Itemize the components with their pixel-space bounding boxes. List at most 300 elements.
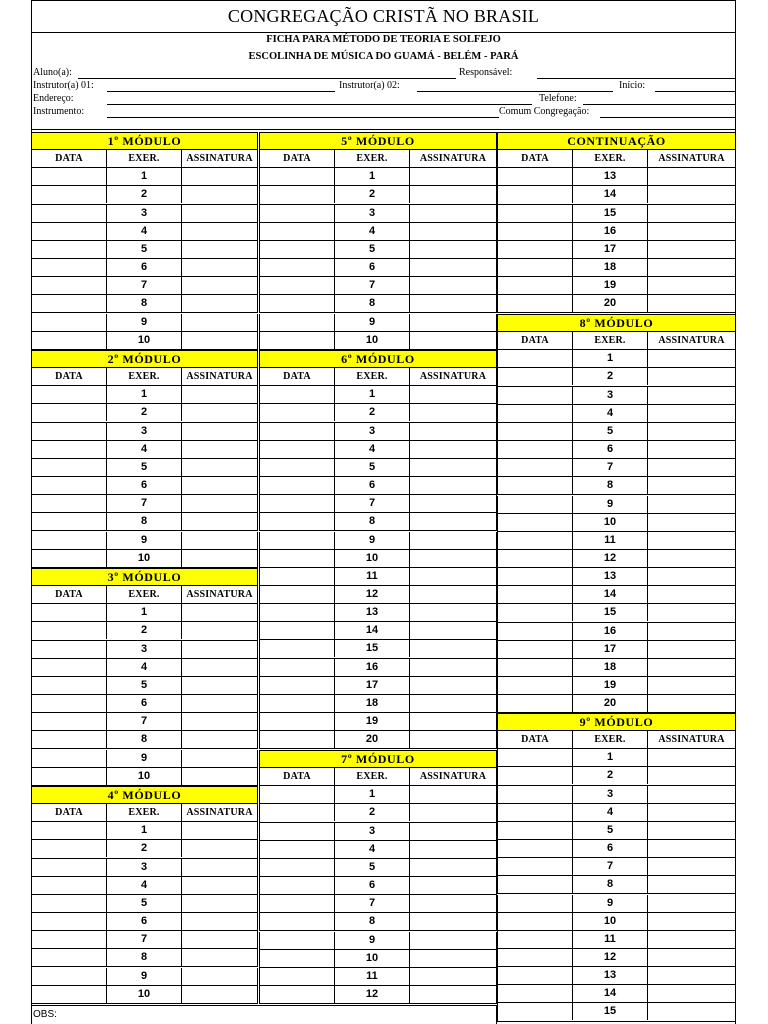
col-assinatura-header: ASSINATURA bbox=[658, 335, 725, 347]
signature-cell[interactable] bbox=[410, 932, 496, 949]
telefone-field[interactable] bbox=[583, 104, 735, 105]
endereco-field[interactable] bbox=[107, 104, 532, 105]
signature-cell[interactable] bbox=[410, 404, 496, 421]
date-cell[interactable] bbox=[260, 314, 335, 331]
date-cell[interactable] bbox=[260, 550, 335, 567]
date-cell[interactable] bbox=[32, 459, 107, 476]
exercise-number: 4 bbox=[107, 441, 182, 458]
date-cell[interactable] bbox=[260, 877, 335, 894]
signature-cell[interactable] bbox=[182, 822, 257, 839]
date-cell[interactable] bbox=[260, 640, 335, 657]
date-cell[interactable] bbox=[498, 985, 573, 1002]
signature-cell[interactable] bbox=[648, 350, 735, 367]
date-cell[interactable] bbox=[498, 586, 573, 603]
date-cell[interactable] bbox=[498, 623, 573, 640]
exercise-number: 7 bbox=[335, 277, 410, 294]
date-cell[interactable] bbox=[498, 241, 573, 258]
date-cell[interactable] bbox=[260, 568, 335, 585]
signature-cell[interactable] bbox=[648, 387, 735, 404]
signature-cell[interactable] bbox=[182, 495, 257, 512]
date-cell[interactable] bbox=[32, 277, 107, 294]
signature-cell[interactable] bbox=[648, 259, 735, 276]
signature-cell[interactable] bbox=[182, 659, 257, 676]
date-cell[interactable] bbox=[32, 641, 107, 658]
signature-cell[interactable] bbox=[182, 259, 257, 276]
date-cell[interactable] bbox=[498, 532, 573, 549]
table-row bbox=[259, 859, 497, 877]
date-cell[interactable] bbox=[260, 332, 335, 349]
signature-cell[interactable] bbox=[410, 786, 496, 803]
exercise-number: 7 bbox=[573, 459, 648, 476]
table-row bbox=[31, 332, 258, 350]
signature-cell[interactable] bbox=[648, 277, 735, 294]
signature-cell[interactable] bbox=[648, 876, 735, 893]
date-cell[interactable] bbox=[260, 259, 335, 276]
date-cell[interactable] bbox=[498, 387, 573, 404]
table-row bbox=[31, 695, 258, 713]
exercise-number: 20 bbox=[335, 731, 410, 748]
signature-cell[interactable] bbox=[182, 877, 257, 894]
signature-cell[interactable] bbox=[182, 459, 257, 476]
signature-cell[interactable] bbox=[648, 241, 735, 258]
signature-cell[interactable] bbox=[410, 314, 496, 331]
date-cell[interactable] bbox=[498, 168, 573, 185]
signature-cell[interactable] bbox=[410, 859, 496, 876]
date-cell[interactable] bbox=[260, 295, 335, 312]
table-row bbox=[497, 804, 736, 822]
signature-cell[interactable] bbox=[410, 677, 496, 694]
date-cell[interactable] bbox=[32, 332, 107, 349]
signature-cell[interactable] bbox=[182, 895, 257, 912]
signature-cell[interactable] bbox=[648, 496, 735, 513]
exercise-number: 5 bbox=[573, 822, 648, 839]
date-cell[interactable] bbox=[32, 713, 107, 730]
table-row bbox=[497, 695, 736, 713]
date-cell[interactable] bbox=[32, 731, 107, 748]
date-cell[interactable] bbox=[260, 986, 335, 1003]
date-cell[interactable] bbox=[498, 641, 573, 658]
signature-cell[interactable] bbox=[648, 550, 735, 567]
date-cell[interactable] bbox=[260, 659, 335, 676]
date-cell[interactable] bbox=[32, 859, 107, 876]
signature-cell[interactable] bbox=[410, 459, 496, 476]
date-cell[interactable] bbox=[260, 841, 335, 858]
date-cell[interactable] bbox=[32, 513, 107, 530]
signature-cell[interactable] bbox=[648, 786, 735, 803]
date-cell[interactable] bbox=[498, 604, 573, 621]
signature-cell[interactable] bbox=[410, 713, 496, 730]
exercise-number: 15 bbox=[573, 1003, 648, 1020]
signature-cell[interactable] bbox=[410, 950, 496, 967]
date-cell[interactable] bbox=[32, 295, 107, 312]
signature-cell[interactable] bbox=[410, 477, 496, 494]
signature-cell[interactable] bbox=[182, 404, 257, 421]
table-row bbox=[259, 823, 497, 841]
date-cell[interactable] bbox=[260, 532, 335, 549]
exercise-number: 7 bbox=[573, 858, 648, 875]
signature-cell[interactable] bbox=[182, 949, 257, 966]
date-cell[interactable] bbox=[32, 314, 107, 331]
signature-cell[interactable] bbox=[182, 386, 257, 403]
signature-cell[interactable] bbox=[410, 986, 496, 1003]
date-cell[interactable] bbox=[498, 295, 573, 312]
signature-cell[interactable] bbox=[648, 767, 735, 784]
date-cell[interactable] bbox=[260, 786, 335, 803]
signature-cell[interactable] bbox=[182, 986, 257, 1003]
signature-cell[interactable] bbox=[648, 441, 735, 458]
exercise-number: 14 bbox=[573, 586, 648, 603]
exercise-number: 5 bbox=[107, 895, 182, 912]
date-cell[interactable] bbox=[32, 968, 107, 985]
date-cell[interactable] bbox=[498, 786, 573, 803]
signature-cell[interactable] bbox=[410, 241, 496, 258]
date-cell[interactable] bbox=[32, 223, 107, 240]
signature-cell[interactable] bbox=[182, 913, 257, 930]
date-cell[interactable] bbox=[260, 859, 335, 876]
signature-cell[interactable] bbox=[648, 459, 735, 476]
signature-cell[interactable] bbox=[182, 186, 257, 203]
signature-cell[interactable] bbox=[410, 423, 496, 440]
signature-cell[interactable] bbox=[648, 641, 735, 658]
signature-cell[interactable] bbox=[182, 641, 257, 658]
signature-cell[interactable] bbox=[410, 168, 496, 185]
signature-cell[interactable] bbox=[182, 695, 257, 712]
responsavel-label: Responsável: bbox=[459, 67, 513, 78]
date-cell[interactable] bbox=[260, 441, 335, 458]
date-cell[interactable] bbox=[498, 1003, 573, 1020]
signature-cell[interactable] bbox=[648, 223, 735, 240]
exercise-number: 8 bbox=[573, 876, 648, 893]
signature-cell[interactable] bbox=[410, 968, 496, 985]
signature-cell[interactable] bbox=[182, 513, 257, 530]
signature-cell[interactable] bbox=[182, 332, 257, 349]
signature-cell[interactable] bbox=[182, 713, 257, 730]
signature-cell[interactable] bbox=[410, 386, 496, 403]
date-cell[interactable] bbox=[32, 949, 107, 966]
signature-cell[interactable] bbox=[182, 205, 257, 222]
table-row bbox=[259, 932, 497, 950]
signature-cell[interactable] bbox=[648, 749, 735, 766]
date-cell[interactable] bbox=[32, 550, 107, 567]
signature-cell[interactable] bbox=[648, 604, 735, 621]
date-cell[interactable] bbox=[260, 386, 335, 403]
date-cell[interactable] bbox=[498, 822, 573, 839]
signature-cell[interactable] bbox=[410, 804, 496, 821]
date-cell[interactable] bbox=[498, 858, 573, 875]
signature-cell[interactable] bbox=[182, 622, 257, 639]
exercise-number: 6 bbox=[107, 695, 182, 712]
obs-field[interactable] bbox=[31, 1005, 497, 1024]
signature-cell[interactable] bbox=[410, 532, 496, 549]
signature-cell[interactable] bbox=[182, 604, 257, 621]
date-cell[interactable] bbox=[498, 423, 573, 440]
date-cell[interactable] bbox=[32, 532, 107, 549]
exercise-number: 6 bbox=[107, 477, 182, 494]
signature-cell[interactable] bbox=[648, 840, 735, 857]
date-cell[interactable] bbox=[498, 967, 573, 984]
signature-cell[interactable] bbox=[410, 495, 496, 512]
date-cell[interactable] bbox=[260, 513, 335, 530]
responsavel-field[interactable] bbox=[537, 78, 735, 79]
signature-cell[interactable] bbox=[182, 532, 257, 549]
signature-cell[interactable] bbox=[182, 968, 257, 985]
date-cell[interactable] bbox=[498, 459, 573, 476]
date-cell[interactable] bbox=[260, 477, 335, 494]
signature-cell[interactable] bbox=[648, 514, 735, 531]
date-cell[interactable] bbox=[32, 604, 107, 621]
signature-cell[interactable] bbox=[648, 913, 735, 930]
signature-cell[interactable] bbox=[182, 168, 257, 185]
date-cell[interactable] bbox=[498, 913, 573, 930]
signature-cell[interactable] bbox=[410, 332, 496, 349]
signature-cell[interactable] bbox=[648, 586, 735, 603]
signature-cell[interactable] bbox=[410, 441, 496, 458]
signature-cell[interactable] bbox=[410, 913, 496, 930]
date-cell[interactable] bbox=[260, 495, 335, 512]
signature-cell[interactable] bbox=[648, 295, 735, 312]
date-cell[interactable] bbox=[498, 441, 573, 458]
date-cell[interactable] bbox=[498, 477, 573, 494]
instrumento-field[interactable] bbox=[107, 117, 499, 118]
date-cell[interactable] bbox=[498, 277, 573, 294]
signature-cell[interactable] bbox=[648, 931, 735, 948]
aluno-field[interactable] bbox=[78, 78, 456, 79]
signature-cell[interactable] bbox=[410, 731, 496, 748]
signature-cell[interactable] bbox=[648, 532, 735, 549]
signature-cell[interactable] bbox=[410, 223, 496, 240]
signature-cell[interactable] bbox=[182, 768, 257, 785]
signature-cell[interactable] bbox=[410, 823, 496, 840]
date-cell[interactable] bbox=[498, 496, 573, 513]
table-row bbox=[31, 532, 258, 550]
signature-cell[interactable] bbox=[410, 841, 496, 858]
col-exer-header: EXER. bbox=[573, 150, 648, 167]
signature-cell[interactable] bbox=[410, 659, 496, 676]
date-cell[interactable] bbox=[498, 840, 573, 857]
date-cell[interactable] bbox=[32, 259, 107, 276]
signature-cell[interactable] bbox=[410, 877, 496, 894]
date-cell[interactable] bbox=[32, 423, 107, 440]
date-cell[interactable] bbox=[32, 477, 107, 494]
signature-cell[interactable] bbox=[648, 895, 735, 912]
date-cell[interactable] bbox=[498, 931, 573, 948]
signature-cell[interactable] bbox=[182, 223, 257, 240]
signature-cell[interactable] bbox=[410, 186, 496, 203]
date-cell[interactable] bbox=[498, 767, 573, 784]
signature-cell[interactable] bbox=[410, 295, 496, 312]
date-cell[interactable] bbox=[498, 568, 573, 585]
signature-cell[interactable] bbox=[648, 967, 735, 984]
signature-cell[interactable] bbox=[182, 295, 257, 312]
date-cell[interactable] bbox=[498, 949, 573, 966]
signature-cell[interactable] bbox=[182, 477, 257, 494]
date-cell[interactable] bbox=[260, 731, 335, 748]
date-cell[interactable] bbox=[260, 913, 335, 930]
date-cell[interactable] bbox=[32, 441, 107, 458]
signature-cell[interactable] bbox=[182, 840, 257, 857]
signature-cell[interactable] bbox=[648, 1003, 735, 1020]
signature-cell[interactable] bbox=[182, 859, 257, 876]
exercise-number: 5 bbox=[107, 241, 182, 258]
exercise-number: 14 bbox=[335, 622, 410, 639]
signature-cell[interactable] bbox=[182, 931, 257, 948]
exercise-number: 2 bbox=[573, 767, 648, 784]
signature-cell[interactable] bbox=[410, 205, 496, 222]
signature-cell[interactable] bbox=[410, 640, 496, 657]
date-cell[interactable] bbox=[32, 840, 107, 857]
date-cell[interactable] bbox=[260, 823, 335, 840]
date-cell[interactable] bbox=[32, 895, 107, 912]
col-exer-header: EXER. bbox=[335, 368, 410, 385]
signature-cell[interactable] bbox=[648, 695, 735, 712]
date-cell[interactable] bbox=[32, 877, 107, 894]
date-cell[interactable] bbox=[32, 241, 107, 258]
signature-cell[interactable] bbox=[648, 985, 735, 1002]
signature-cell[interactable] bbox=[182, 677, 257, 694]
date-cell[interactable] bbox=[260, 968, 335, 985]
instrutor1-field[interactable] bbox=[107, 91, 335, 92]
signature-cell[interactable] bbox=[182, 277, 257, 294]
date-cell[interactable] bbox=[32, 750, 107, 767]
date-cell[interactable] bbox=[498, 259, 573, 276]
signature-cell[interactable] bbox=[182, 314, 257, 331]
date-cell[interactable] bbox=[260, 677, 335, 694]
exercise-number: 16 bbox=[573, 223, 648, 240]
date-cell[interactable] bbox=[260, 241, 335, 258]
date-cell[interactable] bbox=[260, 223, 335, 240]
date-cell[interactable] bbox=[32, 822, 107, 839]
signature-cell[interactable] bbox=[182, 731, 257, 748]
date-cell[interactable] bbox=[260, 459, 335, 476]
date-cell[interactable] bbox=[32, 404, 107, 421]
signature-cell[interactable] bbox=[648, 677, 735, 694]
signature-cell[interactable] bbox=[648, 804, 735, 821]
date-cell[interactable] bbox=[260, 423, 335, 440]
date-cell[interactable] bbox=[260, 586, 335, 603]
comum-field[interactable] bbox=[600, 117, 735, 118]
signature-cell[interactable] bbox=[182, 750, 257, 767]
signature-cell[interactable] bbox=[648, 858, 735, 875]
signature-cell[interactable] bbox=[648, 423, 735, 440]
date-cell[interactable] bbox=[260, 695, 335, 712]
table-row bbox=[31, 423, 258, 441]
signature-cell[interactable] bbox=[648, 623, 735, 640]
date-cell[interactable] bbox=[32, 913, 107, 930]
signature-cell[interactable] bbox=[648, 477, 735, 494]
date-cell[interactable] bbox=[32, 168, 107, 185]
exercise-number: 10 bbox=[335, 550, 410, 567]
date-cell[interactable] bbox=[260, 186, 335, 203]
date-cell[interactable] bbox=[260, 277, 335, 294]
exercise-number: 12 bbox=[573, 550, 648, 567]
signature-cell[interactable] bbox=[410, 895, 496, 912]
date-cell[interactable] bbox=[32, 677, 107, 694]
signature-cell[interactable] bbox=[648, 659, 735, 676]
signature-cell[interactable] bbox=[648, 186, 735, 203]
date-cell[interactable] bbox=[260, 895, 335, 912]
date-cell[interactable] bbox=[498, 677, 573, 694]
exercise-number: 17 bbox=[573, 241, 648, 258]
date-cell[interactable] bbox=[498, 550, 573, 567]
date-cell[interactable] bbox=[498, 749, 573, 766]
date-cell[interactable] bbox=[260, 604, 335, 621]
signature-cell[interactable] bbox=[648, 405, 735, 422]
signature-cell[interactable] bbox=[410, 604, 496, 621]
signature-cell[interactable] bbox=[410, 695, 496, 712]
instrutor2-field[interactable] bbox=[417, 91, 613, 92]
date-cell[interactable] bbox=[498, 205, 573, 222]
signature-cell[interactable] bbox=[410, 586, 496, 603]
date-cell[interactable] bbox=[260, 168, 335, 185]
signature-cell[interactable] bbox=[182, 441, 257, 458]
date-cell[interactable] bbox=[32, 205, 107, 222]
date-cell[interactable] bbox=[32, 931, 107, 948]
signature-cell[interactable] bbox=[410, 277, 496, 294]
signature-cell[interactable] bbox=[648, 949, 735, 966]
col-assinatura-header: ASSINATURA bbox=[658, 734, 725, 746]
date-cell[interactable] bbox=[260, 804, 335, 821]
date-cell[interactable] bbox=[498, 876, 573, 893]
date-cell[interactable] bbox=[32, 986, 107, 1003]
date-cell[interactable] bbox=[498, 695, 573, 712]
signature-cell[interactable] bbox=[648, 368, 735, 385]
signature-cell[interactable] bbox=[410, 513, 496, 530]
date-cell[interactable] bbox=[260, 622, 335, 639]
exercise-number: 18 bbox=[573, 259, 648, 276]
date-cell[interactable] bbox=[498, 368, 573, 385]
date-cell[interactable] bbox=[32, 186, 107, 203]
date-cell[interactable] bbox=[498, 804, 573, 821]
date-cell[interactable] bbox=[32, 622, 107, 639]
date-cell[interactable] bbox=[498, 895, 573, 912]
signature-cell[interactable] bbox=[410, 259, 496, 276]
signature-cell[interactable] bbox=[410, 568, 496, 585]
column-header-row bbox=[497, 150, 736, 168]
signature-cell[interactable] bbox=[410, 550, 496, 567]
date-cell[interactable] bbox=[498, 223, 573, 240]
date-cell[interactable] bbox=[498, 514, 573, 531]
telefone-label: Telefone: bbox=[539, 93, 577, 104]
date-cell[interactable] bbox=[32, 386, 107, 403]
signature-cell[interactable] bbox=[410, 622, 496, 639]
date-cell[interactable] bbox=[498, 186, 573, 203]
date-cell[interactable] bbox=[32, 495, 107, 512]
date-cell[interactable] bbox=[260, 950, 335, 967]
signature-cell[interactable] bbox=[648, 568, 735, 585]
date-cell[interactable] bbox=[498, 350, 573, 367]
exercise-number: 3 bbox=[107, 205, 182, 222]
date-cell[interactable] bbox=[498, 405, 573, 422]
inicio-field[interactable] bbox=[655, 91, 735, 92]
exercise-number: 7 bbox=[335, 895, 410, 912]
date-cell[interactable] bbox=[32, 659, 107, 676]
signature-cell[interactable] bbox=[648, 168, 735, 185]
signature-cell[interactable] bbox=[182, 423, 257, 440]
table-row bbox=[259, 950, 497, 968]
date-cell[interactable] bbox=[260, 713, 335, 730]
signature-cell[interactable] bbox=[182, 550, 257, 567]
signature-cell[interactable] bbox=[182, 241, 257, 258]
signature-cell[interactable] bbox=[648, 205, 735, 222]
date-cell[interactable] bbox=[32, 695, 107, 712]
date-cell[interactable] bbox=[260, 404, 335, 421]
exercise-number: 13 bbox=[335, 604, 410, 621]
signature-cell[interactable] bbox=[648, 822, 735, 839]
date-cell[interactable] bbox=[260, 932, 335, 949]
date-cell[interactable] bbox=[498, 659, 573, 676]
date-cell[interactable] bbox=[32, 768, 107, 785]
date-cell[interactable] bbox=[260, 205, 335, 222]
